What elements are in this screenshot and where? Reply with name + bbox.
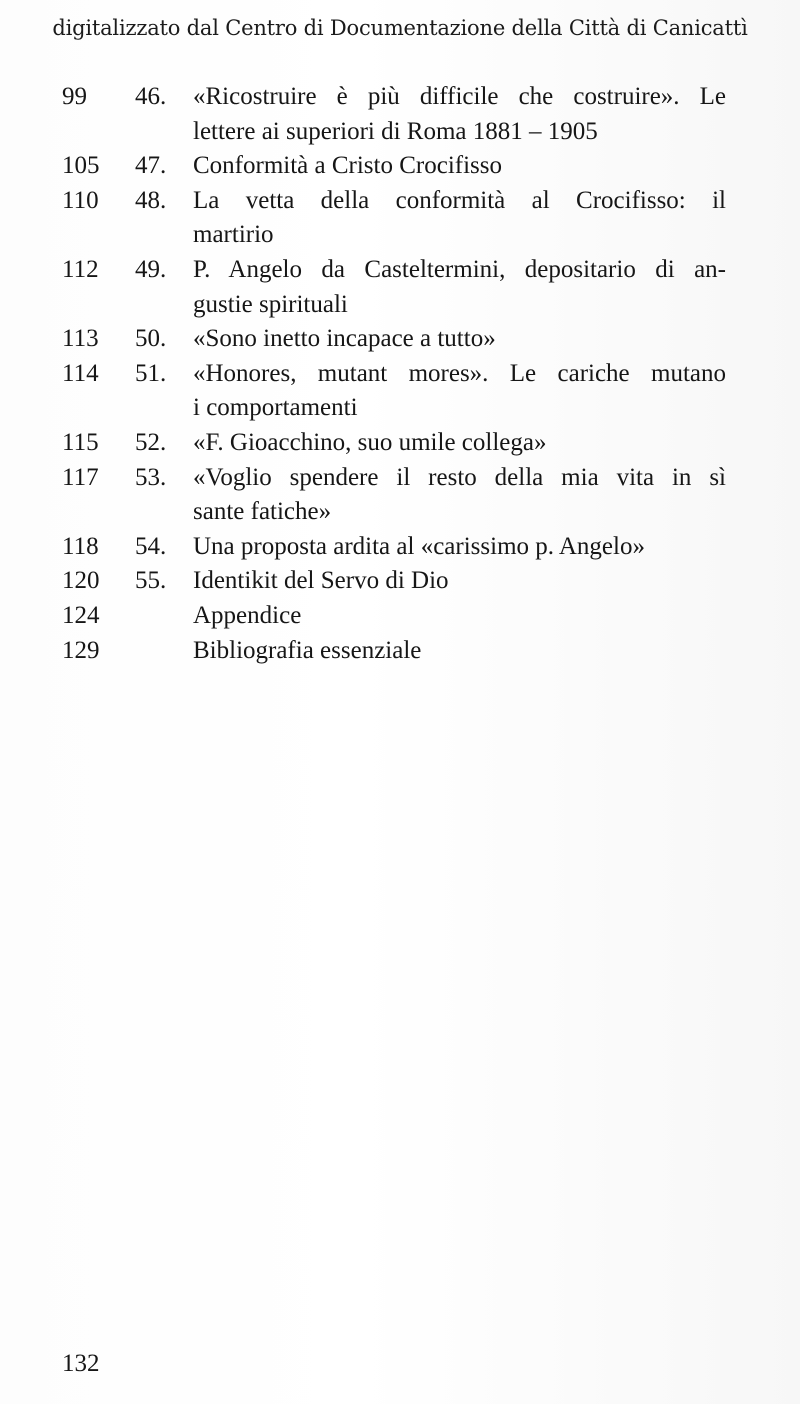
- toc-page-number: 117: [62, 463, 99, 491]
- toc-page-number: 110: [62, 186, 99, 214]
- toc-chapter-number: 48.: [135, 186, 167, 214]
- toc-page-number: 112: [62, 255, 99, 283]
- digitization-header: digitalizzato dal Centro di Documentazione della Città di Canicattì: [52, 16, 748, 40]
- toc-entry-continuation: [0, 218, 800, 253]
- toc-page-number: 113: [62, 325, 99, 353]
- toc-chapter-number: 52.: [135, 428, 167, 456]
- toc-chapter-number: 53.: [135, 463, 167, 491]
- toc-entry: [0, 599, 800, 634]
- toc-title-line: Bibliografia essenziale: [193, 636, 422, 664]
- toc-title-line: «Ricostruire è più difficile che costruire». Le: [193, 83, 726, 110]
- toc-chapter-number: 55.: [135, 567, 167, 595]
- toc-title-line: «Honores, mutant mores». Le cariche mutano: [193, 359, 726, 387]
- toc-entry: [0, 253, 800, 288]
- toc-entry: [0, 357, 800, 392]
- toc-title-line: Conformità a Cristo Crocifisso: [193, 152, 502, 180]
- toc-chapter-number: 46.: [135, 83, 167, 110]
- toc-page-number: 124: [62, 601, 100, 629]
- toc-chapter-number: 49.: [135, 255, 167, 283]
- table-of-contents: [0, 80, 800, 668]
- toc-entry: [0, 634, 800, 669]
- toc-entry: [0, 530, 800, 565]
- toc-chapter-number: 47.: [135, 152, 167, 180]
- toc-entry: [0, 80, 800, 115]
- toc-title-line: i comportamenti: [193, 394, 358, 422]
- toc-page-number: 115: [62, 428, 99, 456]
- toc-title-line: martirio: [193, 221, 274, 249]
- toc-entry: [0, 426, 800, 461]
- toc-title-line: gustie spirituali: [193, 290, 348, 318]
- toc-entry-continuation: [0, 288, 800, 323]
- toc-entry: [0, 322, 800, 357]
- toc-title-line: Una proposta ardita al «carissimo p. Angelo»: [193, 532, 645, 560]
- toc-page-number: 129: [62, 636, 100, 664]
- toc-entry-continuation: [0, 391, 800, 426]
- toc-chapter-number: 54.: [135, 532, 167, 560]
- toc-entry: [0, 184, 800, 219]
- toc-title-line: Identikit del Servo di Dio: [193, 567, 449, 595]
- toc-title-line: «Sono inetto incapace a tutto»: [193, 325, 496, 353]
- toc-chapter-number: 50.: [135, 325, 167, 353]
- toc-page-number: 118: [62, 532, 99, 560]
- toc-title-line: P. Angelo da Casteltermini, depositario di an-: [193, 255, 726, 283]
- toc-page-number: 114: [62, 359, 99, 387]
- toc-title-line: sante fatiche»: [193, 498, 332, 526]
- toc-page-number: 120: [62, 567, 100, 595]
- toc-entry: [0, 461, 800, 496]
- toc-title-line: Appendice: [193, 601, 302, 629]
- toc-entry-continuation: [0, 495, 800, 530]
- toc-chapter-number: 51.: [135, 359, 167, 387]
- toc-title-line: «Voglio spendere il resto della mia vita in sì: [193, 463, 726, 491]
- toc-entry-continuation: [0, 115, 800, 150]
- toc-title-line: «F. Gioacchino, suo umile collega»: [193, 428, 547, 456]
- toc-page-number: 99: [62, 83, 87, 110]
- folio-page-number: 132: [62, 1350, 100, 1377]
- toc-page-number: 105: [62, 152, 100, 180]
- toc-title-line: lettere ai superiori di Roma 1881 – 1905: [193, 117, 598, 145]
- toc-entry: [0, 564, 800, 599]
- toc-entry: [0, 149, 800, 184]
- toc-title-line: La vetta della conformità al Crocifisso: il: [193, 186, 726, 214]
